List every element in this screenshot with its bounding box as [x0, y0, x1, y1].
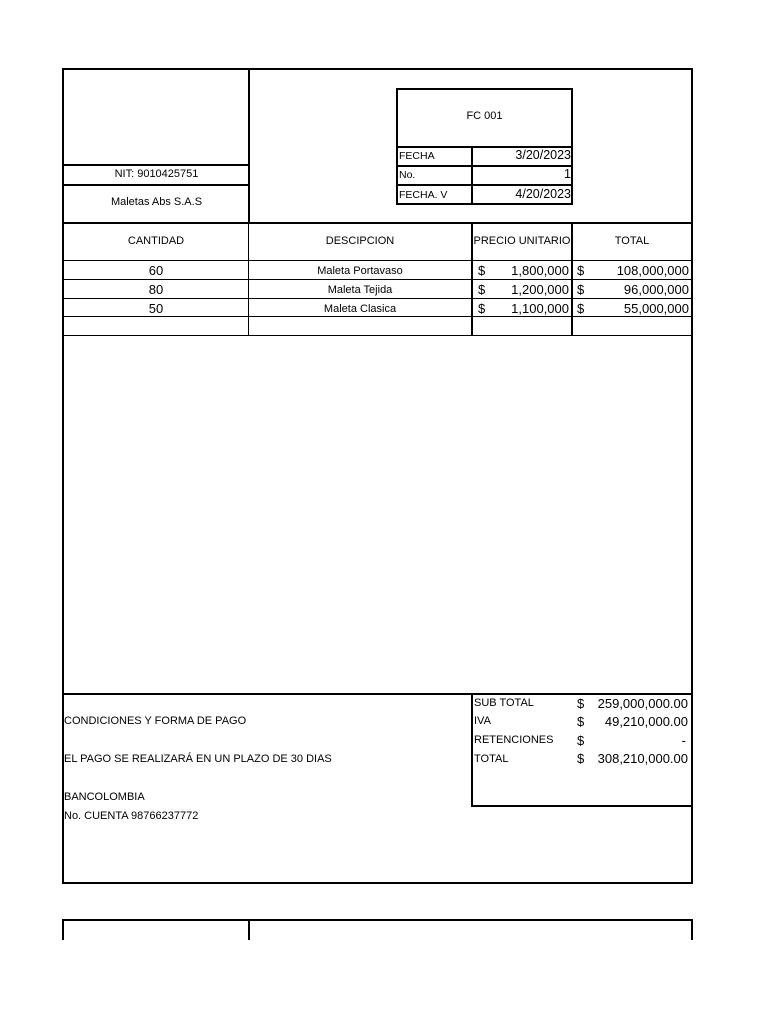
row-line-2 [64, 298, 692, 299]
row-3-unit: 1,100,000 [511, 301, 569, 316]
fecha-label: FECHA [399, 150, 435, 162]
row-2-total: 96,000,000 [623, 282, 689, 297]
total-value: 308,210,000.00 [597, 751, 688, 766]
row-line-3 [64, 316, 692, 317]
iva-value: 49,210,000.00 [604, 714, 688, 729]
page-bottom-mask [0, 940, 768, 1024]
row-2-unit: 1,200,000 [511, 282, 569, 297]
invoice-code: FC 001 [466, 110, 503, 122]
row-1-total: 108,000,000 [616, 263, 689, 278]
row-3-total-currency: $ [577, 301, 585, 316]
invoice-info-line-1 [396, 165, 573, 167]
row-line-4 [64, 335, 692, 336]
retenciones-currency: $ [577, 733, 585, 748]
row-3-desc: Maleta Clasica [323, 303, 397, 315]
fecha-v-value: 4/20/2023 [515, 187, 571, 201]
retenciones-value: - [681, 733, 686, 748]
row-1-qty: 60 [148, 263, 164, 278]
row-3-unit-currency: $ [478, 301, 486, 316]
header-bottom-line [64, 222, 692, 224]
company-nit: NIT: 9010425751 [114, 168, 199, 180]
bank-name: BANCOLOMBIA [64, 791, 145, 803]
row-2-qty: 80 [148, 282, 164, 297]
row-3-qty: 50 [148, 301, 164, 316]
subtotal-value: 259,000,000.00 [597, 696, 688, 711]
subtotal-label: SUB TOTAL [474, 697, 534, 709]
row-1-desc: Maleta Portavaso [317, 265, 403, 277]
fecha-value: 3/20/2023 [515, 148, 571, 162]
header-precio-unitario: PRECIO UNITARIO [473, 235, 571, 247]
row-1-unit: 1,800,000 [511, 263, 569, 278]
conditions-label: CONDICIONES Y FORMA DE PAGO [64, 715, 247, 727]
total-currency: $ [577, 751, 585, 766]
payment-term: EL PAGO SE REALIZARÁ EN UN PLAZO DE 30 DIAS [64, 753, 332, 765]
row-2-desc: Maleta Tejida [327, 284, 393, 296]
numero-label: No. [399, 169, 416, 181]
iva-label: IVA [474, 715, 491, 727]
total-label: TOTAL [474, 753, 509, 765]
row-2-total-currency: $ [577, 282, 585, 297]
nit-top-line [64, 164, 249, 166]
bank-account: No. CUENTA 98766237772 [64, 810, 199, 822]
row-1-total-currency: $ [577, 263, 585, 278]
table-header-line [64, 260, 692, 261]
row-1-unit-currency: $ [478, 263, 486, 278]
company-name: Maletas Abs S.A.S [110, 196, 203, 208]
header-descripcion: DESCIPCION [325, 235, 395, 247]
row-2-unit-currency: $ [478, 282, 486, 297]
row-3-total: 55,000,000 [623, 301, 689, 316]
header-cantidad: CANTIDAD [127, 235, 185, 247]
fecha-v-label: FECHA. V [399, 189, 448, 201]
nit-bottom-line [64, 184, 249, 186]
invoice-info-line-2 [396, 184, 573, 186]
row-line-1 [64, 279, 692, 280]
invoice-info-divider [471, 146, 473, 205]
header-total: TOTAL [614, 235, 650, 247]
subtotal-currency: $ [577, 696, 585, 711]
iva-currency: $ [577, 714, 585, 729]
numero-value: 1 [564, 167, 571, 181]
retenciones-label: RETENCIONES [474, 734, 554, 746]
